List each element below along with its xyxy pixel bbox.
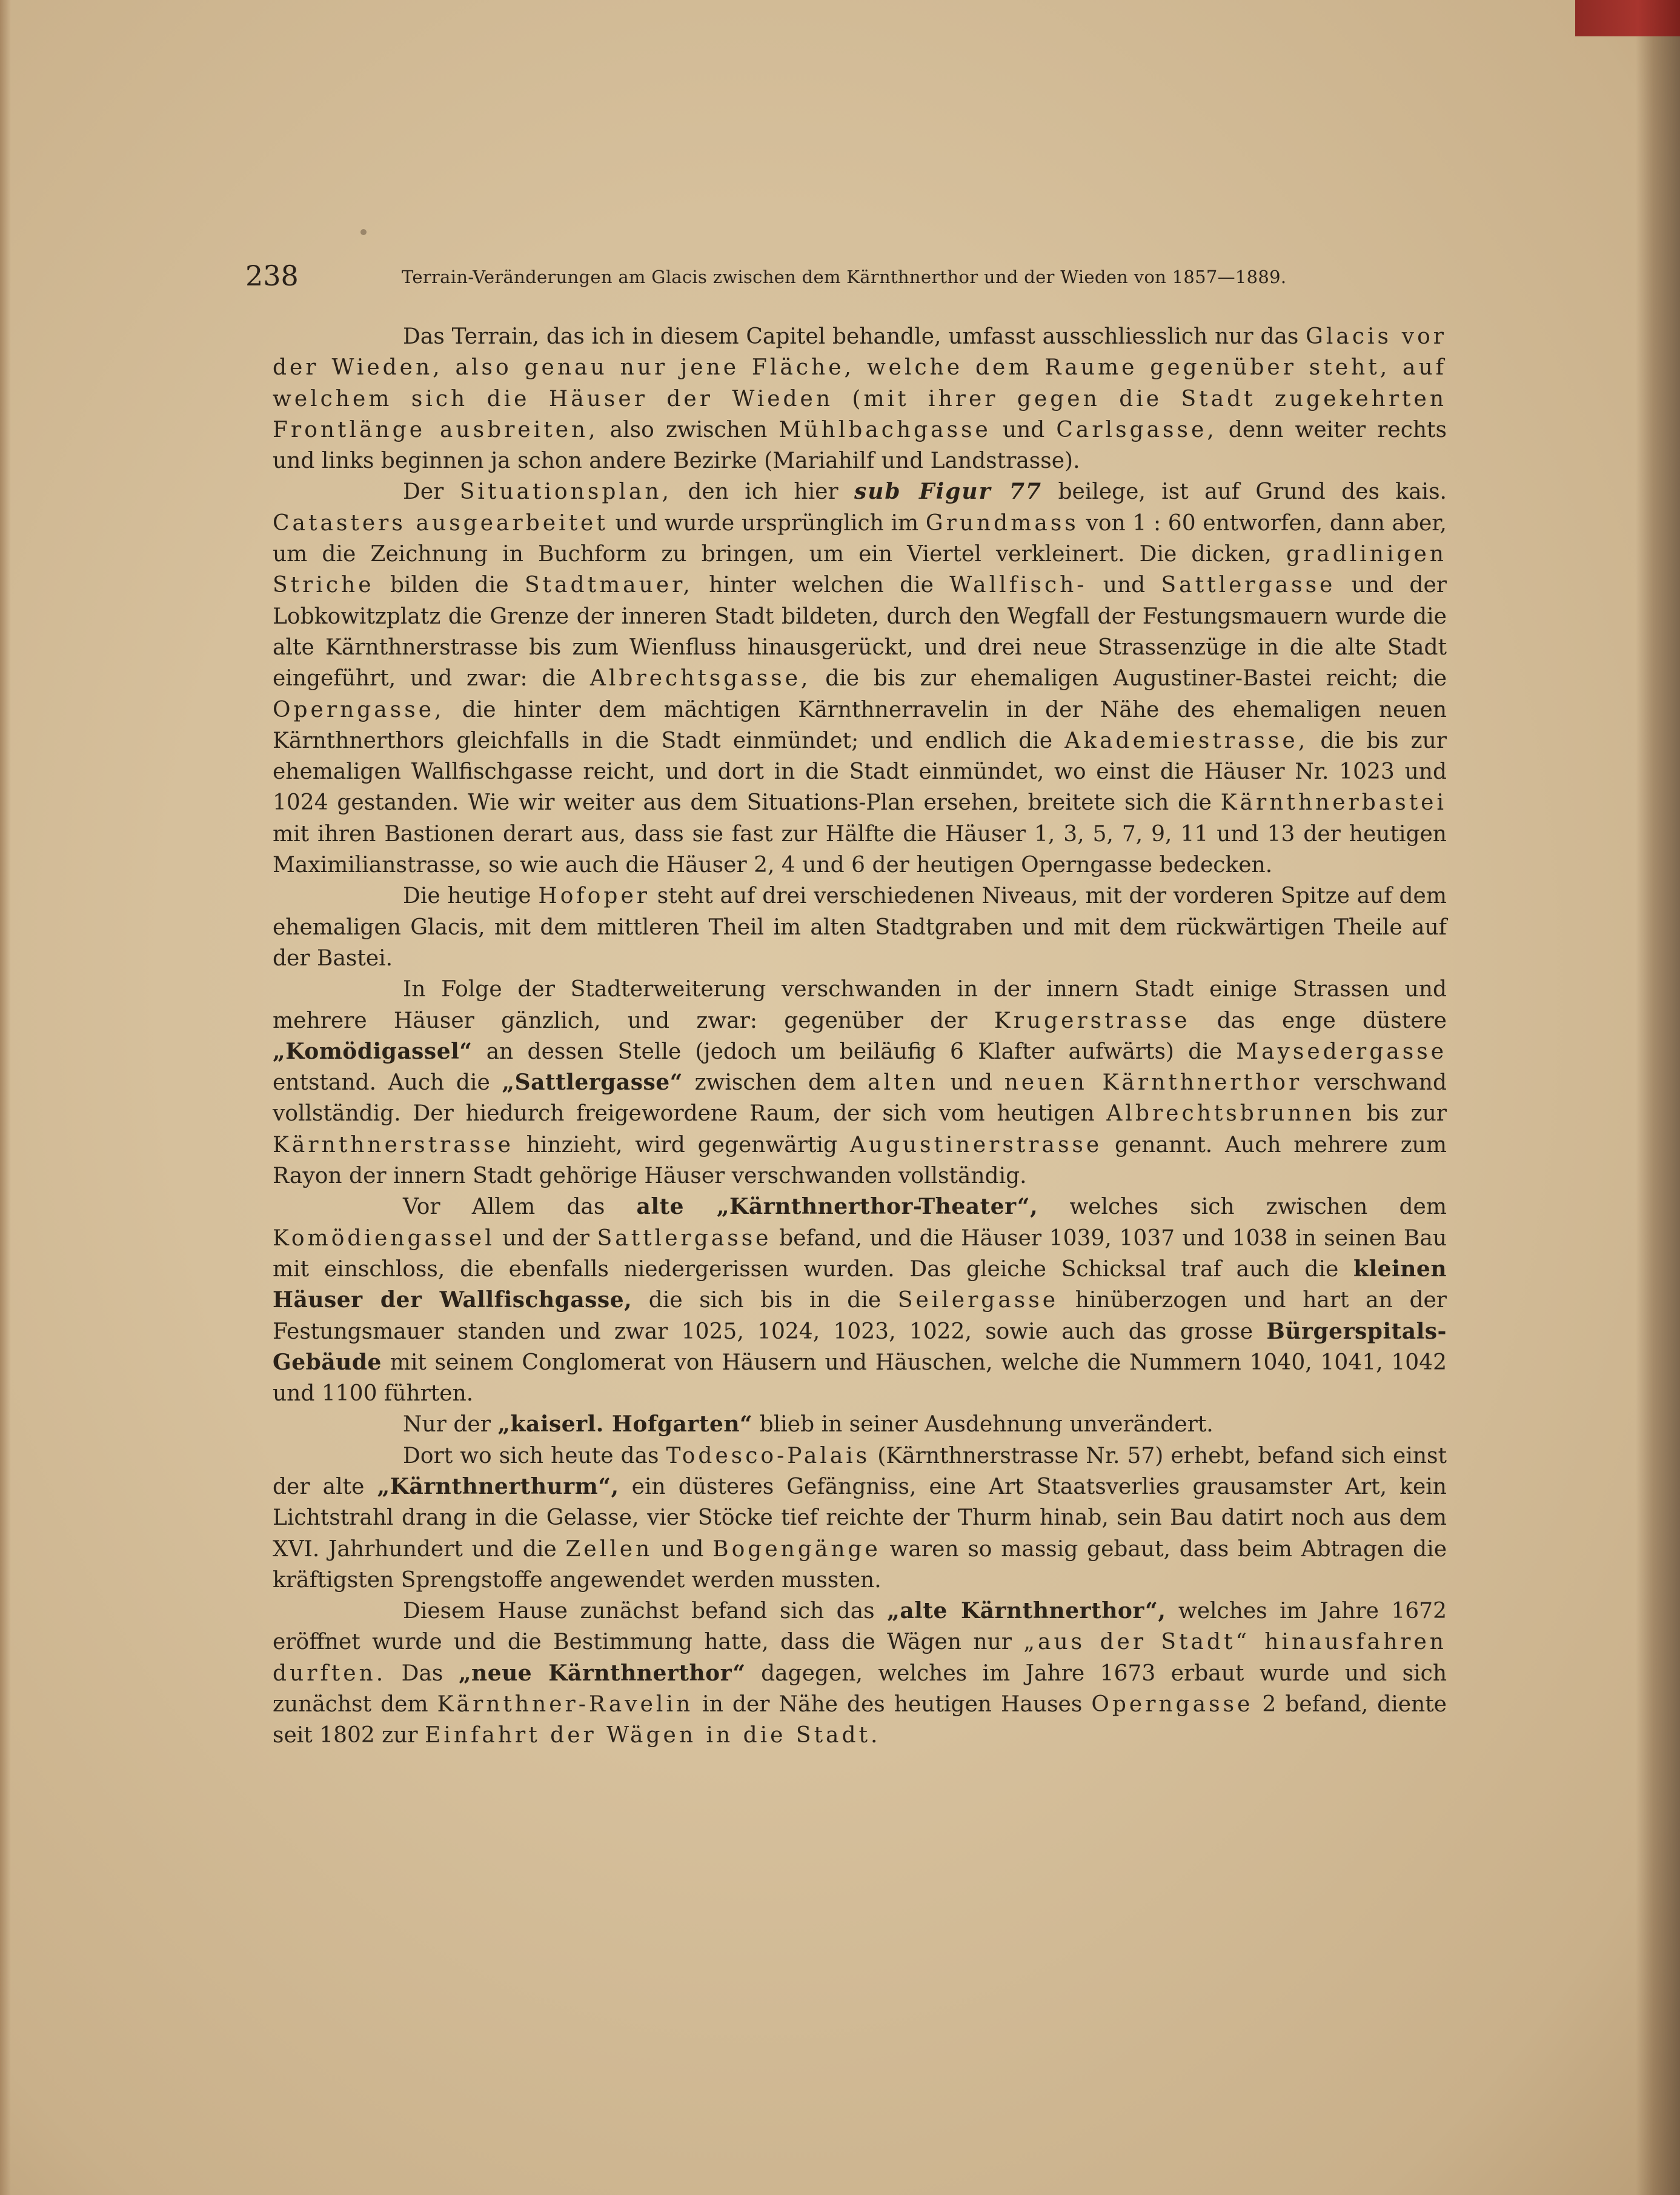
text-run: in der Nähe des heutigen Hauses: [693, 1692, 1092, 1717]
spaced-term: Kärnthnerbastei: [1220, 790, 1447, 816]
paragraph: [273, 881, 1447, 974]
fraktur-term: „Kärnthnerthurm“,: [377, 1473, 619, 1499]
spaced-term: Augustinerstrasse: [849, 1132, 1103, 1157]
red-binding-cover: [1575, 0, 1680, 36]
text-run: und: [991, 417, 1057, 442]
text-run: und der: [494, 1225, 597, 1251]
spaced-term: Bogengänge: [712, 1536, 881, 1562]
text-run: und der Lobkowitzplatz die Grenze der inneren Stadt bildeten, durch den Wegfall der Festungsmauern wurde die alte Kärnthnerstrasse bis zum Wienfluss hinausgerückt, und drei neue Strassenzüge in die alte Stadt eingeführt, und zwar: die: [273, 573, 1447, 691]
text-run: Vor Allem das: [403, 1194, 637, 1220]
page-left-edge: [0, 0, 11, 2195]
text-run: steht auf drei verschiedenen Niveaus, mit der vorderen Spitze auf dem ehemaligen Glacis, mit dem mittleren Theil im alten Stadtgraben und mit dem rückwärtigen Theile auf der Bastei.: [273, 884, 1447, 971]
running-title: Terrain-Veränderungen am Glacis zwischen dem Kärnthnerthor und der Wieden von 1857—1889.: [402, 267, 1287, 287]
text-run: welches sich zwischen dem: [1038, 1194, 1447, 1220]
spaced-term: gradlinigen Striche: [273, 542, 1447, 598]
spaced-term: Glacis vor der Wieden, also genau nur jene Fläche, welche dem Raume gegenüber steht, auf welchem sich die Häuser der Wieden (mit ihrer gegen die Stadt zugekehrten Frontlänge ausbreiten,: [273, 324, 1447, 442]
text-run: die sich bis in die: [632, 1288, 898, 1313]
text-run: den ich hier: [672, 479, 854, 505]
fraktur-term: „neue Kärnthnerthor“: [458, 1660, 746, 1686]
spaced-term: Catasters ausgearbeitet: [273, 510, 608, 536]
spaced-term: Albrechtsbrunnen: [1106, 1101, 1355, 1127]
spaced-term: Carlsgasse,: [1056, 417, 1217, 442]
spaced-term: Operngasse: [1091, 1692, 1253, 1717]
spaced-term: Einfahrt der Wägen in die Stadt.: [425, 1723, 881, 1748]
text-run: hinüberzogen und hart an der Festungsmauer standen und zwar 1025, 1024, 1023, 1022, sowie auch das grosse: [273, 1288, 1447, 1344]
spaced-term: alten: [868, 1070, 938, 1096]
spaced-term: Albrechtsgasse,: [589, 666, 811, 691]
fraktur-term: alte „Kärnthnerthor-Theater“,: [636, 1194, 1038, 1220]
fraktur-term: kleinen Häuser der Wallfischgasse,: [273, 1256, 1447, 1313]
text-run: welches im Jahre 1672 eröffnet wurde und die Bestimmung hatte, dass die Wägen nur: [273, 1599, 1447, 1655]
spaced-term: Operngasse,: [273, 697, 445, 722]
paragraph: [273, 1409, 1447, 1440]
paragraph: [273, 974, 1447, 1191]
spaced-term: Maysedergasse: [1236, 1039, 1447, 1064]
text-run: bilden die: [374, 573, 525, 598]
fraktur-term: „Komödigassel“: [273, 1038, 473, 1064]
spaced-term: Akademiestrasse,: [1064, 728, 1309, 753]
paragraph: [273, 1441, 1447, 1596]
text-run: bis zur: [1355, 1101, 1447, 1127]
fraktur-term: „kaiserl. Hofgarten“: [497, 1411, 753, 1437]
spaced-term: Kärnthnerstrasse: [273, 1132, 514, 1157]
text-run: die hinter dem mächtigen Kärnthnerravelin in der Nähe des ehemaligen neuen Kärnthnerthors gleichfalls in die Stadt einmündet; und endlich die: [273, 697, 1447, 753]
spaced-term: Kärnthner-Ravelin: [437, 1692, 694, 1717]
book-binding-shadow: [1636, 0, 1680, 2195]
body-text: [273, 321, 1447, 1751]
text-run: genannt. Auch mehrere zum Rayon der innern Stadt gehörige Häuser verschwanden vollständig.: [273, 1132, 1447, 1189]
text-run: und: [1087, 573, 1161, 598]
text-run: von 1 : 60 entworfen, dann aber, um die Zeichnung in Buchform zu bringen, um ein Viertel verkleinert. Die dicken,: [273, 510, 1447, 567]
fraktur-term: „alte Kärnthnerthor“,: [887, 1598, 1166, 1624]
text-run: Dort wo sich heute das: [403, 1443, 666, 1468]
text-run: denn weiter rechts und links beginnen ja schon andere Bezirke (Mariahilf und Landstrasse).: [273, 417, 1447, 474]
text-run: befand, und die Häuser 1039, 1037 und 1038 in seinen Bau mit einschloss, die ebenfalls niedergerissen wurden. Das gleiche Schicksal traf auch die: [273, 1225, 1447, 1282]
text-run: das enge düstere: [1190, 1008, 1447, 1033]
fraktur-term: „Sattlergasse“: [502, 1070, 683, 1096]
text-run: Der: [403, 479, 460, 505]
spaced-term: Krugerstrasse: [994, 1008, 1190, 1033]
spaced-term: Sattlergasse: [597, 1225, 772, 1251]
page-number: 238: [245, 259, 299, 292]
text-run: mit ihren Bastionen derart aus, dass sie fast zur Hälfte die Häuser 1, 3, 5, 7, 9, 11 und 13 der heutigen Maximilianstrasse, so wie auch die Häuser 2, 4 und 6 der heutigen Operngasse bedecken.: [273, 821, 1447, 878]
text-run: mit seinem Conglomerat von Häusern und Häuschen, welche die Nummern 1040, 1041, 1042 und 1100 führten.: [273, 1350, 1447, 1407]
text-run: 2 befand, diente seit 1802 zur: [273, 1692, 1447, 1748]
spaced-term: Komödiengassel: [273, 1225, 495, 1251]
text-run: Das Terrain, das ich in diesem Capitel behandle, umfasst ausschliesslich nur das: [403, 324, 1306, 349]
text-run: hinter welchen die: [692, 573, 950, 598]
text-run: und: [938, 1070, 1004, 1096]
spaced-term: neuen Kärnthnerthor: [1004, 1070, 1303, 1096]
spaced-term: Todesco-Palais: [666, 1443, 871, 1468]
paragraph: [273, 321, 1447, 476]
spaced-term: Wallfisch-: [949, 573, 1087, 598]
text-run: waren so massig gebaut, dass beim Abtragen die kräftigsten Sprengstoffe angewendet werden mussten.: [273, 1536, 1447, 1593]
spaced-term: Stadtmauer,: [524, 573, 693, 598]
text-run: also zwischen: [598, 417, 779, 442]
text-run: die bis zur ehemaligen Wallfischgasse reicht, und dort in die Stadt einmündet, wo einst die Häuser Nr. 1023 und 1024 gestanden. Wie wir weiter aus dem Situations-Plan ersehen, breitete sich die: [273, 728, 1447, 816]
paper-speck: [360, 229, 367, 235]
text-run: Diesem Hause zunächst befand sich das: [403, 1599, 888, 1624]
spaced-term: „aus der Stadt“ hinausfahren durften.: [273, 1630, 1447, 1686]
fraktur-term: Bürgerspitals-Gebäude: [273, 1318, 1447, 1375]
text-run: an dessen Stelle (jedoch um beiläufig 6 Klafter aufwärts) die: [472, 1039, 1237, 1064]
text-run: beilege, ist auf Grund des kais.: [1042, 479, 1447, 505]
paragraph: [273, 1596, 1447, 1751]
figure-reference: sub Figur 77: [854, 479, 1043, 505]
text-run: Das: [386, 1660, 459, 1686]
text-run: (Kärnthnerstrasse Nr. 57) erhebt, befand sich einst der alte: [273, 1443, 1447, 1499]
spaced-term: Situationsplan,: [459, 479, 672, 505]
text-run: dagegen, welches im Jahre 1673 erbaut wurde und sich zunächst dem: [273, 1660, 1447, 1717]
text-run: entstand. Auch die: [273, 1070, 502, 1096]
text-run: zwischen dem: [682, 1070, 868, 1096]
spaced-term: Hofoper: [538, 884, 650, 909]
text-run: und wurde ursprünglich im: [608, 510, 926, 536]
text-run: Die heutige: [403, 884, 539, 909]
text-run: hinzieht, wird gegenwärtig: [513, 1132, 850, 1157]
text-run: die bis zur ehemaligen Augustiner-Bastei reicht; die: [811, 666, 1447, 691]
spaced-term: Zellen: [565, 1536, 653, 1562]
text-run: und: [652, 1536, 713, 1562]
spaced-term: Grundmass: [925, 510, 1079, 536]
text-run: blieb in seiner Ausdehnung unverändert.: [752, 1412, 1214, 1437]
text-run: Nur der: [403, 1412, 498, 1437]
spaced-term: Seilergasse: [897, 1288, 1059, 1313]
text-run: ein düsteres Gefängniss, eine Art Staatsverlies grausamster Art, kein Lichtstrahl drang in die Gelasse, vier Stöcke tief reichte der Thurm hinab, sein Bau datirt noch aus dem XVI. Jahrhundert und die: [273, 1474, 1447, 1562]
text-run: verschwand vollständig. Der hiedurch freigewordene Raum, der sich vom heutigen: [273, 1070, 1447, 1127]
paragraph: [273, 476, 1447, 881]
spaced-term: Mühlbachgasse: [779, 417, 991, 442]
paragraph: [273, 1191, 1447, 1409]
spaced-term: Sattlergasse: [1161, 573, 1336, 598]
text-run: In Folge der Stadterweiterung verschwanden in der innern Stadt einige Strassen und mehrere Häuser gänzlich, und zwar: gegenüber der: [273, 977, 1447, 1033]
